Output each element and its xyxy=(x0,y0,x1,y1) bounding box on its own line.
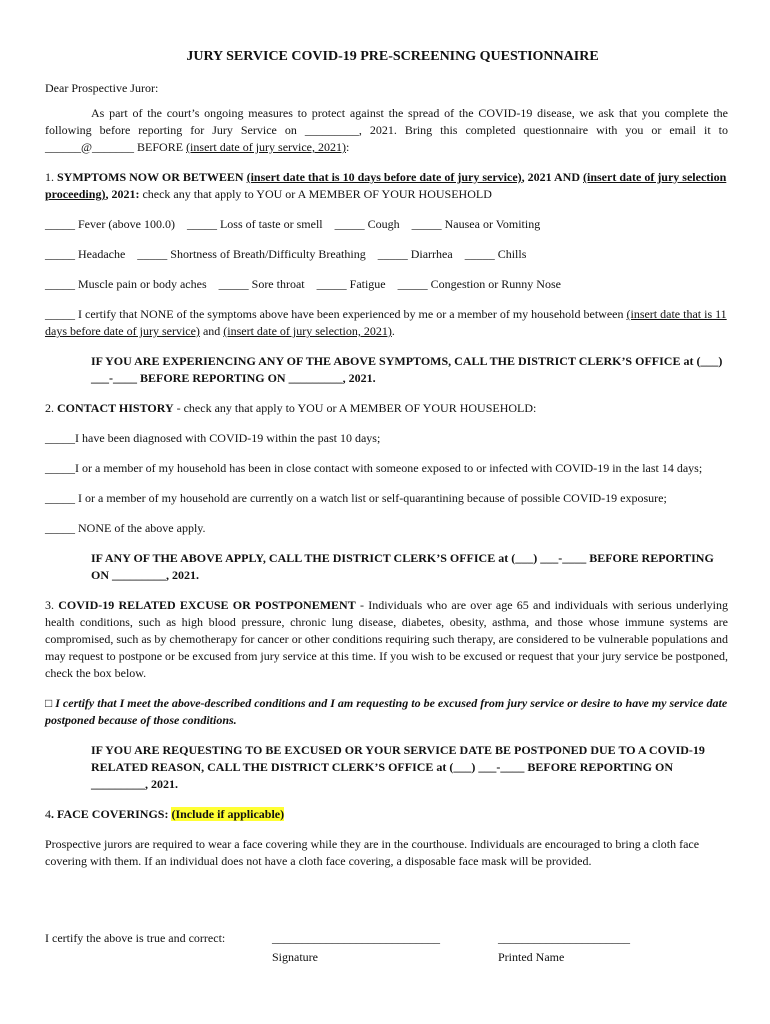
printed-name-caption: Printed Name xyxy=(498,950,565,964)
contact-item-none[interactable]: _____ NONE of the above apply. xyxy=(45,521,206,535)
section1-heading-u2: (insert date of jury selection proceeding) xyxy=(45,170,727,201)
section1-heading-b: , 2021 AND xyxy=(521,170,583,184)
excuse-callout: IF YOU ARE REQUESTING TO BE EXCUSED OR YOUR SERVICE DATE BE POSTPONED DUE TO A COVID-19 RELATED REASON, CALL THE DISTRICT CLERK’S OFFICE at (___) ___-____ BEFORE REPORTING ON _________, 2021. xyxy=(91,743,705,791)
symptom-congestion[interactable]: _____ Congestion or Runny Nose xyxy=(397,277,561,291)
section4-number: 4 xyxy=(45,807,51,821)
symptom-none-certify[interactable] xyxy=(45,306,728,340)
symptom-muscle-pain[interactable]: _____ Muscle pain or body aches xyxy=(45,277,207,291)
section1-number: 1. xyxy=(45,170,57,184)
contact-item-diagnosed[interactable]: _____I have been diagnosed with COVID-19 within the past 10 days; xyxy=(45,431,381,445)
intro-underlined: (insert date of jury service, 2021) xyxy=(186,140,347,154)
certify-text-c: . xyxy=(391,324,395,338)
section1-heading-c: , 2021: xyxy=(105,187,140,201)
symptom-cough[interactable]: _____ Cough xyxy=(334,217,400,231)
contact-item-close-contact[interactable]: _____I or a member of my household has been in close contact with someone exposed to or infected with COVID-19 in the last 14 days; xyxy=(45,461,703,475)
symptoms-callout: IF YOU ARE EXPERIENCING ANY OF THE ABOVE SYMPTOMS, CALL THE DISTRICT CLERK’S OFFICE at (___) ___-____ BEFORE REPORTING ON _________, 2021. xyxy=(91,354,723,385)
certify-text-a: _____ I certify that NONE of the symptoms above have been experienced by me or a member of my household between xyxy=(45,307,627,321)
symptom-headache[interactable]: _____ Headache xyxy=(45,247,126,261)
section1-heading-a: SYMPTOMS NOW OR BETWEEN xyxy=(57,170,247,184)
symptom-sore-throat[interactable]: _____ Sore throat xyxy=(218,277,305,291)
excuse-certify xyxy=(45,695,728,729)
document-title: JURY SERVICE COVID-19 PRE-SCREENING QUESTIONNAIRE xyxy=(186,49,599,64)
certify-text-b: and xyxy=(199,324,224,338)
symptom-diarrhea[interactable]: _____ Diarrhea xyxy=(377,247,453,261)
section3-number: 3. xyxy=(45,598,59,612)
symptom-nausea[interactable]: _____ Nausea or Vomiting xyxy=(411,217,541,231)
certify-underlined-1: (insert date that is 11 days before date of jury service) xyxy=(45,307,727,338)
section3-heading: COVID-19 RELATED EXCUSE OR POSTPONEMENT xyxy=(58,598,356,612)
symptom-fever[interactable]: _____ Fever (above 100.0) xyxy=(45,217,175,231)
face-covering-body: Prospective jurors are required to wear a face covering while they are in the courthouse. Individuals are encouraged to bring a cloth face covering with them. If an individual does not have a cloth face covering, a disposable face mask will be provided. xyxy=(45,837,700,868)
symptom-shortness-breath[interactable]: _____ Shortness of Breath/Difficulty Breathing xyxy=(137,247,366,261)
section4-heading xyxy=(45,806,728,823)
intro-end: : xyxy=(346,140,350,154)
contact-callout: IF ANY OF THE ABOVE APPLY, CALL THE DISTRICT CLERK’S OFFICE at (___) ___-____ BEFORE REPORTING ON _________, 2021. xyxy=(91,551,714,582)
symptom-row-1 xyxy=(45,216,728,233)
excuse-checkbox[interactable]: □ xyxy=(45,696,53,710)
signature-line[interactable]: ____________________________ xyxy=(272,931,440,945)
section1-heading xyxy=(45,169,728,203)
section2-heading-bold: CONTACT HISTORY xyxy=(57,401,174,415)
symptom-fatigue[interactable]: _____ Fatigue xyxy=(316,277,386,291)
printed-name-line[interactable]: ______________________ xyxy=(498,931,630,945)
symptom-chills[interactable]: _____ Chills xyxy=(464,247,527,261)
certify-underlined-2: (insert date of jury selection, 2021) xyxy=(223,324,392,338)
section4-highlight: (Include if applicable) xyxy=(171,807,285,821)
section1-heading-u1: (insert date that is 10 days before date of jury service) xyxy=(246,170,522,184)
greeting: Dear Prospective Juror: xyxy=(45,81,159,95)
excuse-certify-text: I certify that I meet the above-described conditions and I am requesting to be excused from jury service or desire to have my service date postponed because of those conditions. xyxy=(45,696,728,727)
intro-paragraph xyxy=(45,105,728,156)
certify-label: I certify the above is true and correct: xyxy=(45,931,226,945)
section2-heading xyxy=(45,400,728,417)
section1-heading-tail: check any that apply to YOU or A MEMBER OF YOUR HOUSEHOLD xyxy=(139,187,492,201)
section2-number: 2. xyxy=(45,401,57,415)
signature-caption: Signature xyxy=(272,950,318,964)
contact-item-quarantine[interactable]: _____ I or a member of my household are currently on a watch list or self-quarantining because of possible COVID-19 exposure; xyxy=(45,491,667,505)
section2-heading-tail: - check any that apply to YOU or A MEMBER OF YOUR HOUSEHOLD: xyxy=(173,401,537,415)
section4-heading-bold: . FACE COVERINGS: xyxy=(51,807,172,821)
signature-block xyxy=(45,930,735,970)
symptom-loss-taste[interactable]: _____ Loss of taste or smell xyxy=(186,217,323,231)
section3-body: - Individuals who are over age 65 and individuals with serious underlying health conditions, such as high blood pressure, chronic lung disease, diabetes, obesity, asthma, and those whose immune systems are compromised, such as by chemotherapy for cancer or other conditions requiring such therapy, are considered to be vulnerable populations and may request to postpone or be excused from jury service at this time. If you wish to be excused or request that your jury service be postponed, check the box below. xyxy=(45,598,728,680)
symptom-row-2 xyxy=(45,246,728,263)
symptom-row-3 xyxy=(45,276,728,293)
intro-text: As part of the court’s ongoing measures to protect against the spread of the COVID-19 disease, we ask that you complete the following before reporting for Jury Service on _________, 2021. Bring this completed questionnaire with you or email it to ______@_______ BEFORE xyxy=(45,106,728,154)
section3-paragraph xyxy=(45,597,728,682)
